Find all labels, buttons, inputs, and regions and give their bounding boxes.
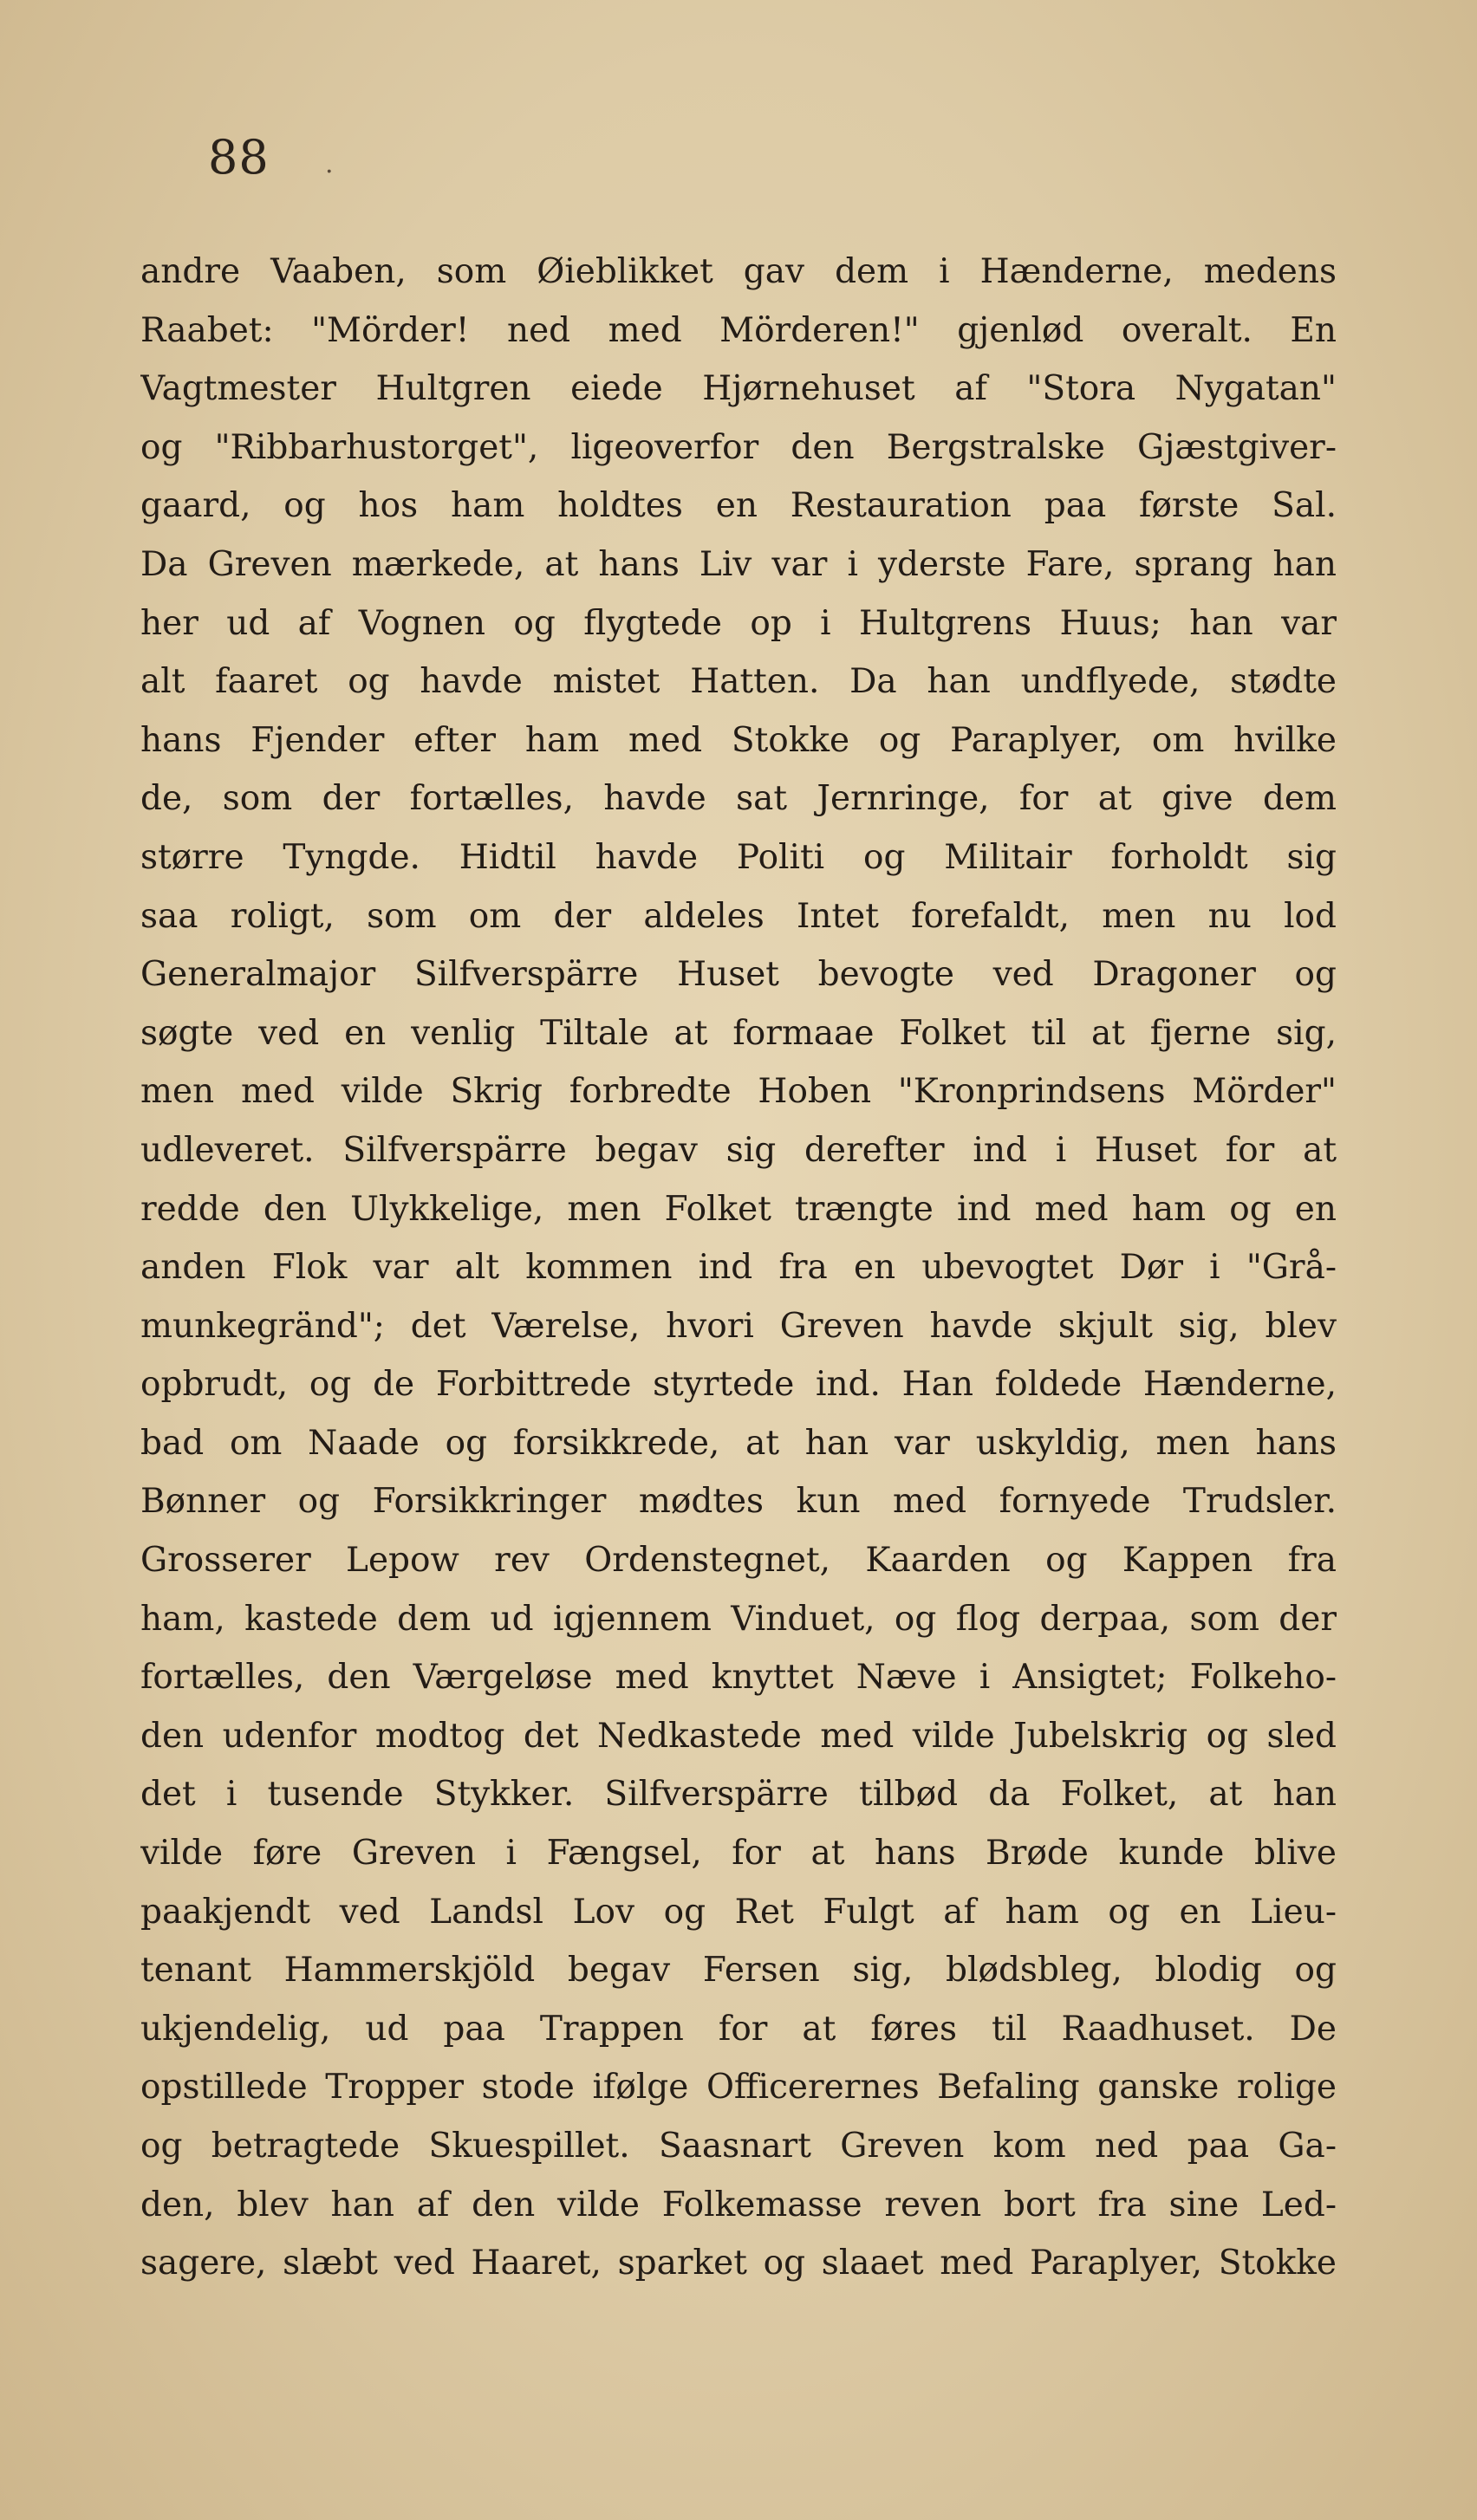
text-line: Grosserer Lepow rev Ordenstegnet, Kaarden og Kappen fra — [140, 1541, 1337, 1581]
text-line: Generalmajor Silfverspärre Huset bevogte ved Dragoner og — [140, 955, 1337, 995]
text-line: den udenfor modtog det Nedkastede med vilde Jubelskrig og sled — [140, 1716, 1337, 1756]
text-line: ham, kastede dem ud igjennem Vinduet, og flog derpaa, som der — [140, 1599, 1337, 1639]
text-line: det i tusende Stykker. Silfverspärre tilbød da Folket, at han — [140, 1775, 1337, 1815]
text-line: paakjendt ved Landsl Lov og Ret Fulgt af ham og en Lieu- — [140, 1892, 1337, 1932]
text-line: opstillede Tropper stode ifølge Officerernes Befaling ganske rolige — [140, 2068, 1337, 2108]
body-text — [140, 243, 1337, 2293]
text-line: sagere, slæbt ved Haaret, sparket og slaaet med Paraplyer, Stokke — [140, 2244, 1337, 2283]
text-line: men med vilde Skrig forbredte Hoben "Kronprindsens Mörder" — [140, 1072, 1337, 1112]
page-mark: . — [325, 149, 334, 179]
text-line: munkegränd"; det Værelse, hvori Greven havde skjult sig, blev — [140, 1306, 1337, 1346]
text-line: alt faaret og havde mistet Hatten. Da han undflyede, stødte — [140, 662, 1337, 702]
text-line: gaard, og hos ham holdtes en Restauration paa første Sal. — [140, 486, 1337, 526]
text-line: og "Ribbarhustorget", ligeoverfor den Bergstralske Gjæstgiver- — [140, 427, 1337, 467]
text-line: her ud af Vognen og flygtede op i Hultgrens Huus; han var — [140, 603, 1337, 643]
text-line: redde den Ulykkelige, men Folket trængte ind med ham og en — [140, 1189, 1337, 1229]
text-line: udleveret. Silfverspärre begav sig derefter ind i Huset for at — [140, 1130, 1337, 1170]
text-line: andre Vaaben, som Øieblikket gav dem i Hænderne, medens — [140, 252, 1337, 291]
text-line: saa roligt, som om der aldeles Intet forefaldt, men nu lod — [140, 896, 1337, 936]
text-line: opbrudt, og de Forbittrede styrtede ind. Han foldede Hænderne, — [140, 1365, 1337, 1405]
text-line: Bønner og Forsikkringer mødtes kun med fornyede Trudsler. — [140, 1482, 1337, 1522]
text-line: og betragtede Skuespillet. Saasnart Greven kom ned paa Ga- — [140, 2127, 1337, 2166]
text-line: vilde føre Greven i Fængsel, for at hans Brøde kunde blive — [140, 1834, 1337, 1874]
text-line: den, blev han af den vilde Folkemasse reven bort fra sine Led- — [140, 2185, 1337, 2224]
text-line: søgte ved en venlig Tiltale at formaae Folket til at fjerne sig, — [140, 1013, 1337, 1053]
text-line: fortælles, den Værgeløse med knyttet Næve i Ansigtet; Folkeho- — [140, 1658, 1337, 1698]
page-number: 88 — [208, 130, 270, 185]
text-line: anden Flok var alt kommen ind fra en ubevogtet Dør i "Grå- — [140, 1248, 1337, 1288]
text-line: bad om Naade og forsikkrede, at han var uskyldig, men hans — [140, 1423, 1337, 1463]
text-line: Da Greven mærkede, at hans Liv var i yderste Fare, sprang han — [140, 544, 1337, 584]
text-line: tenant Hammerskjöld begav Fersen sig, blødsbleg, blodig og — [140, 1951, 1337, 1991]
text-line: Raabet: "Mörder! ned med Mörderen!" gjenlød overalt. En — [140, 310, 1337, 350]
text-line: Vagtmester Hultgren eiede Hjørnehuset af "Stora Nygatan" — [140, 369, 1337, 409]
text-line: de, som der fortælles, havde sat Jernringe, for at give dem — [140, 779, 1337, 819]
text-line: større Tyngde. Hidtil havde Politi og Militair forholdt sig — [140, 837, 1337, 877]
text-line: ukjendelig, ud paa Trappen for at føres til Raadhuset. De — [140, 2009, 1337, 2049]
text-line: hans Fjender efter ham med Stokke og Paraplyer, om hvilke — [140, 720, 1337, 760]
